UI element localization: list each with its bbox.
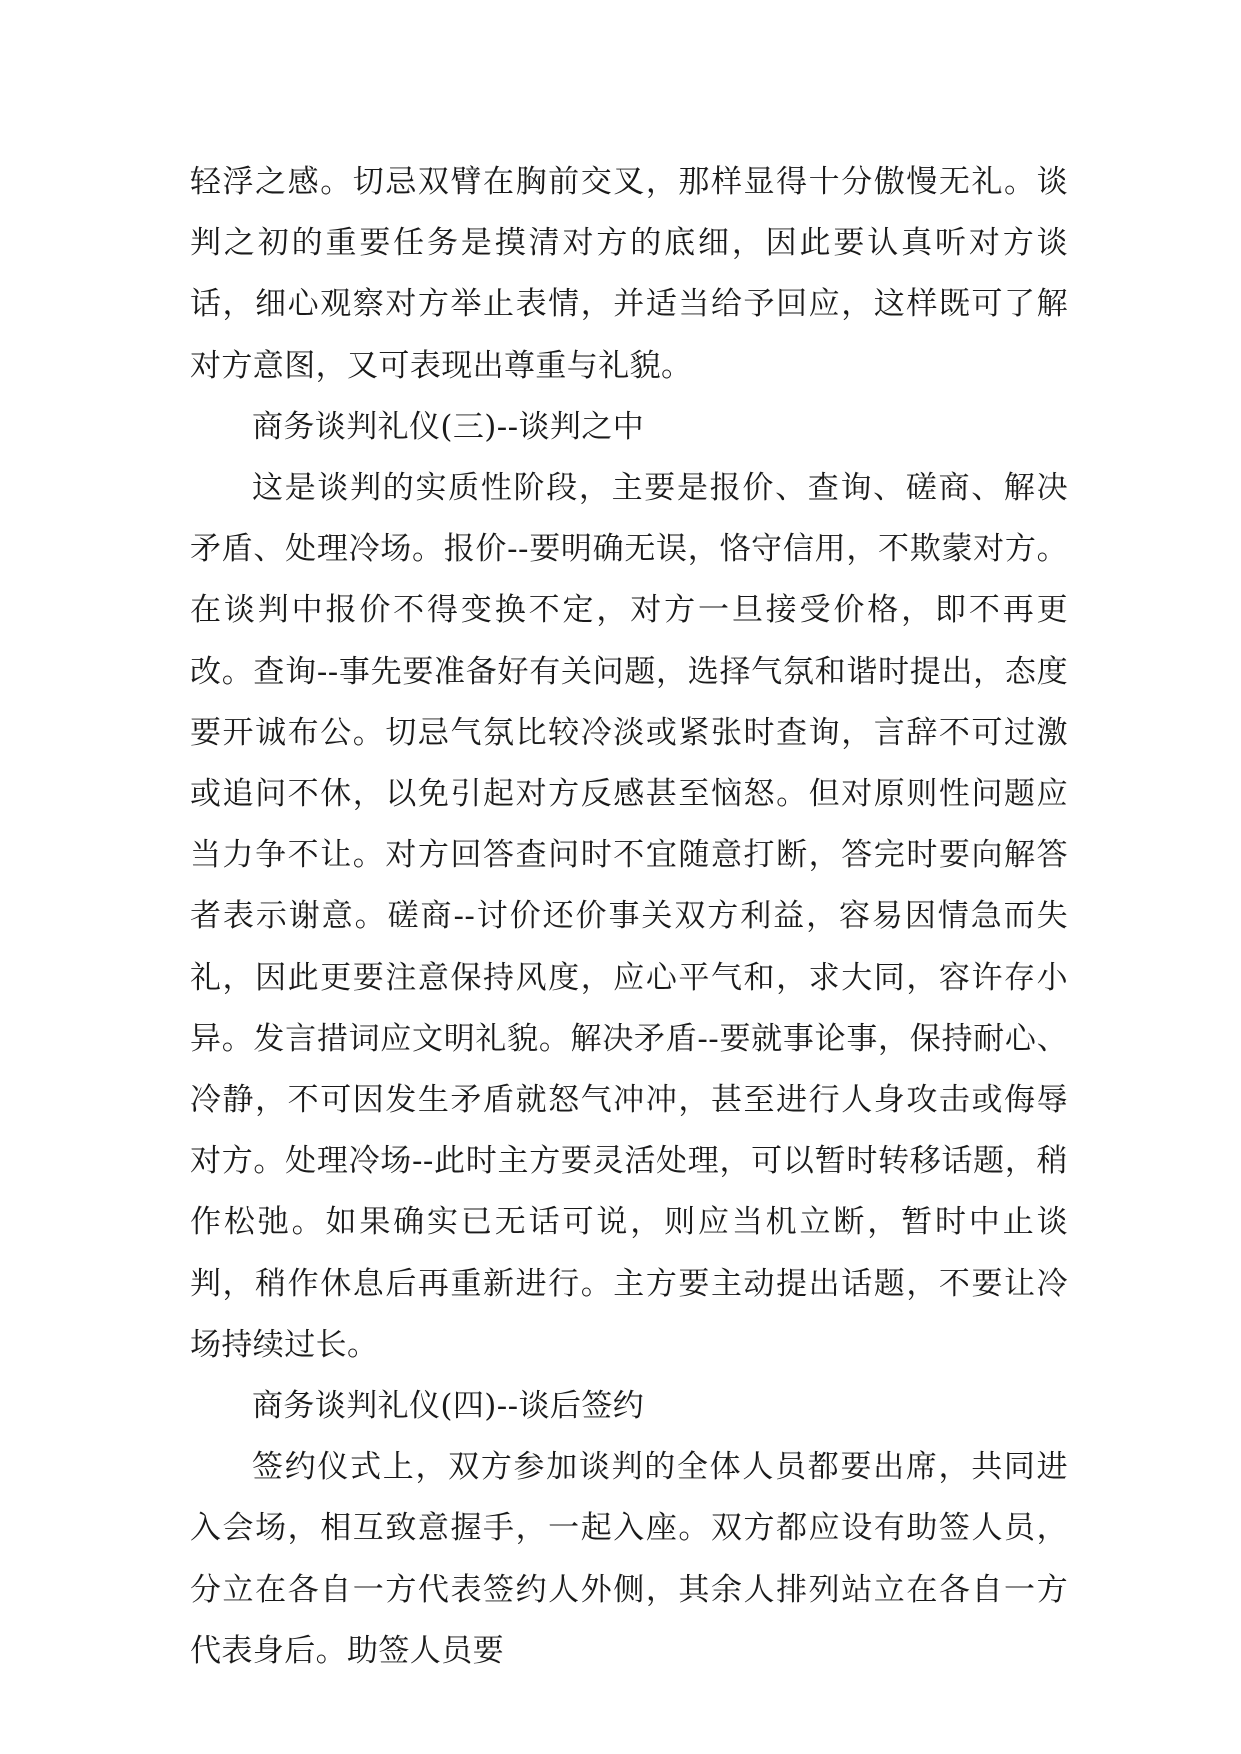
paragraph-signing: 签约仪式上，双方参加谈判的全体人员都要出席，共同进入会场，相互致意握手，一起入座。双方都应设有助签人员，分立在各自一方代表签约人外侧，其余人排列站立在各自一方代表身后。助签人员要 bbox=[190, 1449, 1068, 1669]
document-body bbox=[190, 152, 1068, 1682]
section-heading-4: 商务谈判礼仪(四)--谈后签约 bbox=[252, 1388, 645, 1425]
paragraph-continued: 轻浮之感。切忌双臂在胸前交叉，那样显得十分傲慢无礼。谈判之初的重要任务是摸清对方的底细，因此要认真听对方谈话，细心观察对方举止表情，并适当给予回应，这样既可了解对方意图，又可表现出尊重与礼貌。 bbox=[190, 164, 1068, 384]
section-heading-3: 商务谈判礼仪(三)--谈判之中 bbox=[252, 408, 645, 445]
paragraph-negotiation-stage: 这是谈判的实质性阶段，主要是报价、查询、磋商、解决矛盾、处理冷场。报价--要明确无误，恪守信用，不欺蒙对方。在谈判中报价不得变换不定，对方一旦接受价格，即不再更改。查询--事先要准备好有关问题，选择气氛和谐时提出，态度要开诚布公。切忌气氛比较冷淡或紧张时查询，言辞不可过激或追问不休，以免引起对方反感甚至恼怒。但对原则性问题应当力争不让。对方回答查问时不宜随意打断，答完时要向解答者表示谢意。磋商--讨价还价事关双方利益，容易因情急而失礼，因此更要注意保持风度，应心平气和，求大同，容许存小异。发言措词应文明礼貌。解决矛盾--要就事论事，保持耐心、冷静，不可因发生矛盾就怒气冲冲，甚至进行人身攻击或侮辱对方。处理冷场--此时主方要灵活处理，可以暂时转移话题，稍作松弛。如果确实已无话可说，则应当机立断，暂时中止谈判，稍作休息后再重新进行。主方要主动提出话题，不要让冷场持续过长。 bbox=[190, 470, 1068, 1363]
